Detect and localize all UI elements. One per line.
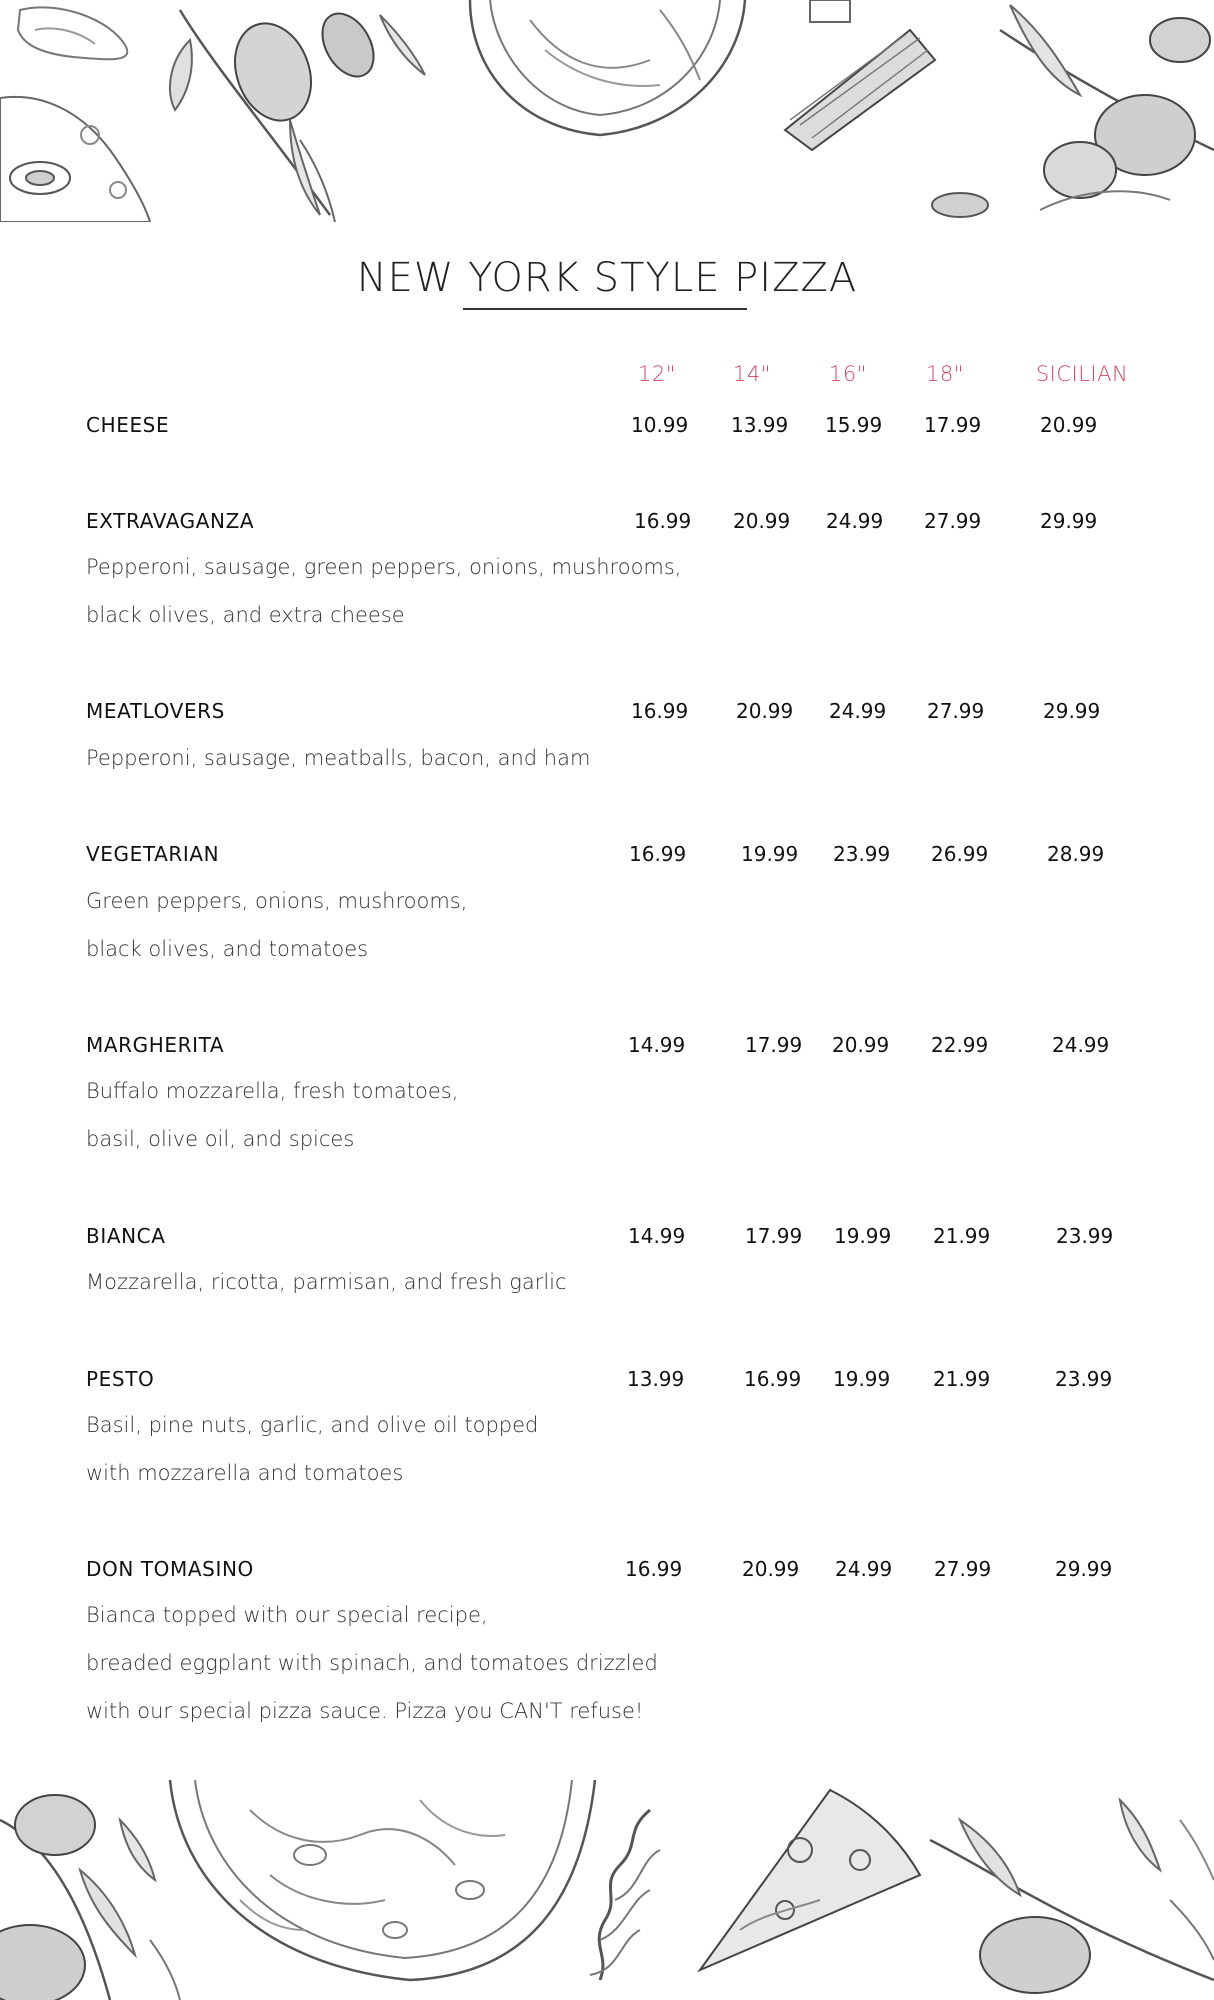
price-16: 20.99 (832, 1033, 890, 1057)
pizza-description-line: Bianca topped with our special recipe, (86, 1603, 488, 1627)
pizza-description-line: Green peppers, onions, mushrooms, (86, 889, 468, 913)
size-header-12: 12" (638, 362, 676, 386)
price-16: 15.99 (825, 413, 883, 437)
top-food-illustration-banner (0, 0, 1214, 222)
price-18: 27.99 (934, 1557, 992, 1581)
price-sicilian: 29.99 (1040, 509, 1098, 533)
price-16: 19.99 (833, 1367, 891, 1391)
pizza-description-line: Basil, pine nuts, garlic, and olive oil topped (86, 1413, 539, 1437)
pizza-name: VEGETARIAN (86, 842, 220, 866)
price-14: 20.99 (742, 1557, 800, 1581)
price-12: 10.99 (631, 413, 689, 437)
pizza-name: CHEESE (86, 413, 170, 437)
price-14: 17.99 (745, 1033, 803, 1057)
price-12: 14.99 (628, 1033, 686, 1057)
price-12: 13.99 (627, 1367, 685, 1391)
pizza-name: EXTRAVAGANZA (86, 509, 255, 533)
pizza-name: MEATLOVERS (86, 699, 225, 723)
price-14: 16.99 (744, 1367, 802, 1391)
price-18: 22.99 (931, 1033, 989, 1057)
pizza-description-line: Pepperoni, sausage, meatballs, bacon, and ham (86, 746, 591, 770)
pizza-name: BIANCA (86, 1224, 166, 1248)
price-sicilian: 29.99 (1043, 699, 1101, 723)
price-sicilian: 23.99 (1055, 1367, 1113, 1391)
price-14: 20.99 (733, 509, 791, 533)
price-16: 23.99 (833, 842, 891, 866)
pizza-description-line: basil, olive oil, and spices (86, 1127, 355, 1151)
size-header-14: 14" (733, 362, 771, 386)
pizza-description-line: Pepperoni, sausage, green peppers, onions, mushrooms, (86, 555, 682, 579)
price-16: 19.99 (834, 1224, 892, 1248)
price-sicilian: 28.99 (1047, 842, 1105, 866)
price-16: 24.99 (835, 1557, 893, 1581)
price-sicilian: 23.99 (1056, 1224, 1114, 1248)
pizza-name: MARGHERITA (86, 1033, 225, 1057)
size-header-sicilian: SICILIAN (1035, 362, 1129, 386)
price-16: 24.99 (826, 509, 884, 533)
size-header-16: 16" (829, 362, 867, 386)
bottom-food-illustration-banner (0, 1780, 1214, 2000)
price-12: 16.99 (634, 509, 692, 533)
price-12: 16.99 (631, 699, 689, 723)
pizza-description-line: breaded eggplant with spinach, and tomatoes drizzled (86, 1651, 658, 1675)
pizza-description-line: Buffalo mozzarella, fresh tomatoes, (86, 1079, 459, 1103)
price-sicilian: 24.99 (1052, 1033, 1110, 1057)
menu-title: NEW YORK STYLE PIZZA (356, 255, 858, 301)
price-12: 14.99 (628, 1224, 686, 1248)
price-14: 13.99 (731, 413, 789, 437)
price-12: 16.99 (625, 1557, 683, 1581)
size-header-18: 18" (926, 362, 964, 386)
price-sicilian: 20.99 (1040, 413, 1098, 437)
price-14: 20.99 (736, 699, 794, 723)
pizza-description-line: with our special pizza sauce. Pizza you CAN'T refuse! (86, 1699, 644, 1723)
pizza-description-line: Mozzarella, ricotta, parmisan, and fresh garlic (86, 1270, 567, 1294)
price-18: 26.99 (931, 842, 989, 866)
price-18: 17.99 (924, 413, 982, 437)
pizza-name: PESTO (86, 1367, 155, 1391)
price-sicilian: 29.99 (1055, 1557, 1113, 1581)
pizza-description-line: black olives, and tomatoes (86, 937, 369, 961)
price-16: 24.99 (829, 699, 887, 723)
pizza-description-line: black olives, and extra cheese (86, 603, 405, 627)
pizza-name: DON TOMASINO (86, 1557, 254, 1581)
price-18: 27.99 (924, 509, 982, 533)
price-14: 19.99 (741, 842, 799, 866)
price-18: 27.99 (927, 699, 985, 723)
pizza-description-line: with mozzarella and tomatoes (86, 1461, 404, 1485)
price-18: 21.99 (933, 1224, 991, 1248)
price-18: 21.99 (933, 1367, 991, 1391)
title-underline (463, 308, 747, 310)
price-12: 16.99 (629, 842, 687, 866)
price-14: 17.99 (745, 1224, 803, 1248)
